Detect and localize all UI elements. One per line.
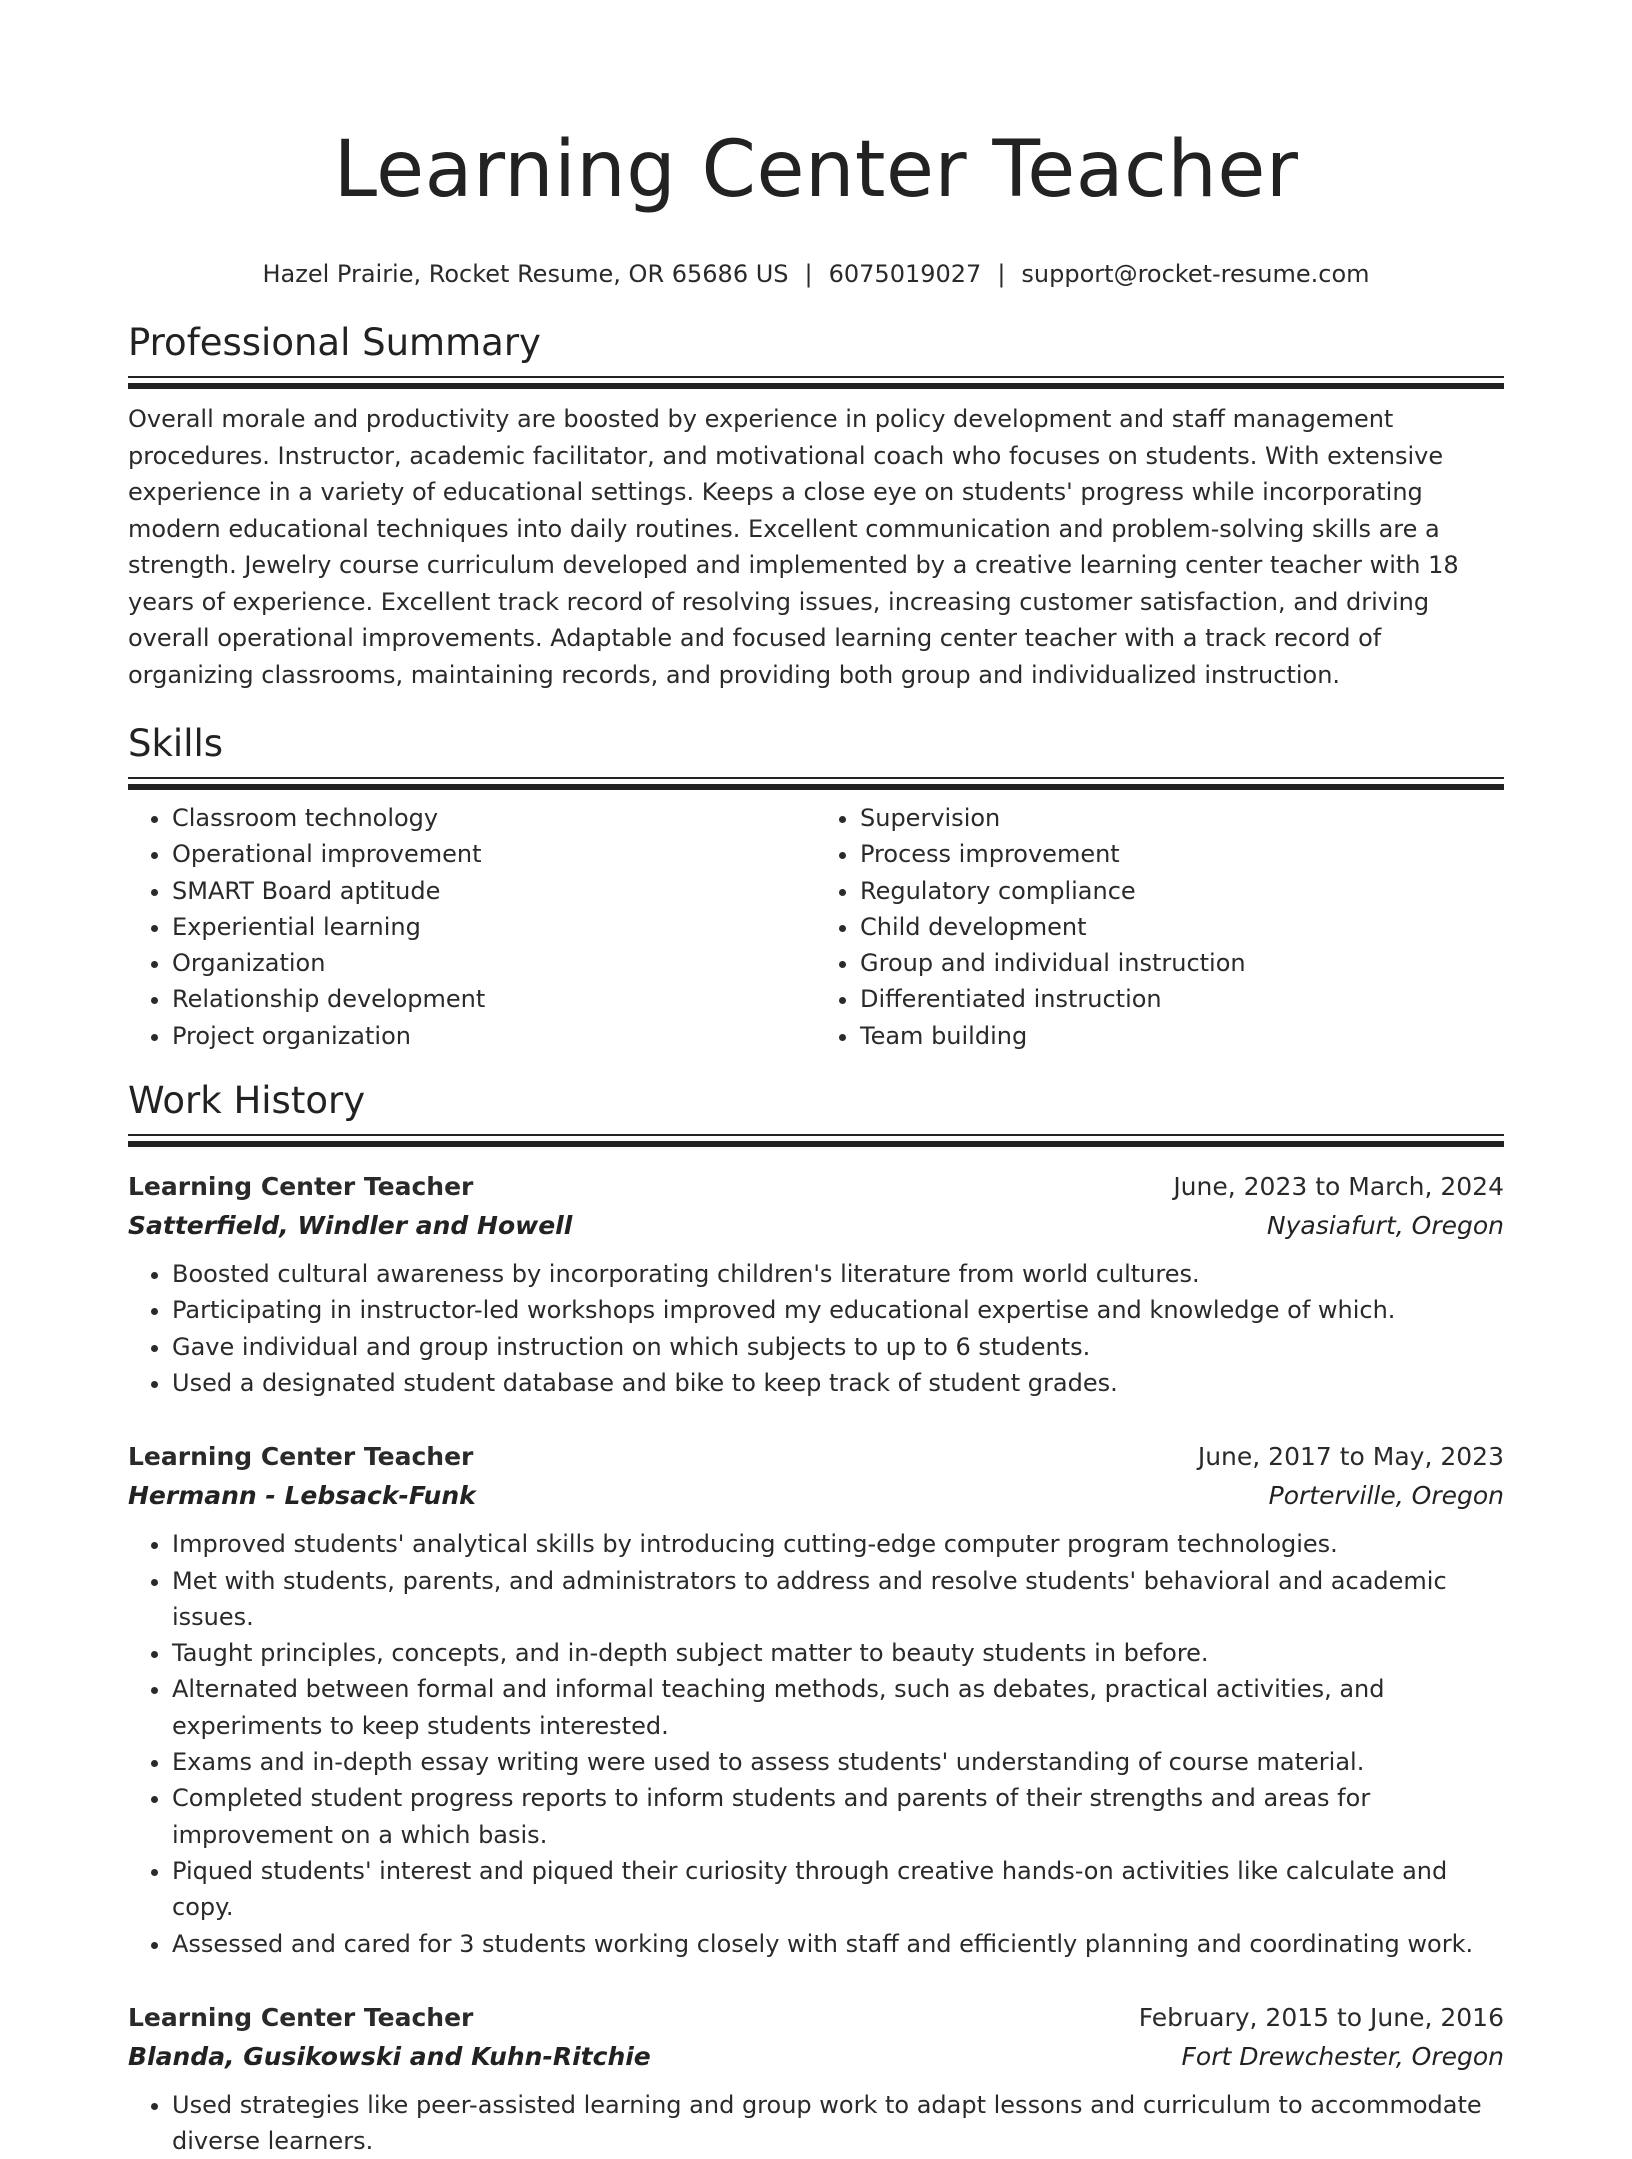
job-company: Hermann - Lebsack-Funk — [128, 1481, 476, 1511]
skill-item: • Differentiated instruction — [860, 981, 1504, 1017]
job-company: Satterfield, Windler and Howell — [128, 1211, 573, 1241]
section-divider — [128, 1134, 1504, 1147]
job-company: Blanda, Gusikowski and Kuhn-Ritchie — [128, 2041, 651, 2071]
skill-item: • Team building — [860, 1018, 1504, 1054]
job-header — [128, 1167, 1504, 1206]
contact-separator: | — [997, 260, 1006, 288]
job-location: Nyasiafurt, Oregon — [1266, 1211, 1504, 1241]
skill-item: • Supervision — [860, 800, 1504, 836]
section-divider — [128, 376, 1504, 389]
job-title: Learning Center Teacher — [128, 2002, 474, 2032]
contact-address: Hazel Prairie, Rocket Resume, OR 65686 US — [262, 260, 789, 288]
job-entry — [128, 1167, 1504, 1401]
job-bullet: • Exams and in-depth essay writing were used to assess students' understanding of course material. — [172, 1744, 1504, 1780]
work-history-section — [128, 1078, 1504, 2159]
skills-list-left — [128, 800, 816, 1054]
job-dates: June, 2017 to May, 2023 — [1197, 1442, 1504, 1472]
job-bullet: • Completed student progress reports to inform students and parents of their strengths and areas for improvement on a which basis. — [172, 1780, 1504, 1853]
skill-item: • Project organization — [172, 1018, 816, 1054]
job-bullet: • Used a designated student database and bike to keep track of student grades. — [172, 1365, 1504, 1401]
section-title-skills: Skills — [128, 722, 224, 765]
skill-item: • Experiential learning — [172, 909, 816, 945]
job-bullet: • Assessed and cared for 3 students working closely with staff and efficiently planning and coordinating work. — [172, 1926, 1504, 1962]
job-bullet: • Participating in instructor-led workshops improved my educational expertise and knowledge of which. — [172, 1292, 1504, 1328]
job-location: Porterville, Oregon — [1268, 1481, 1504, 1511]
job-header — [128, 1998, 1504, 2037]
resume-title: Learning Center Teacher — [333, 125, 1299, 215]
summary-text: Overall morale and productivity are boosted by experience in policy development and staff management procedures. Instructor, academic facilitator, and motivational coach who focuses on students. With extensive experience in a variety of educational settings. Keeps a close eye on students' progress while incorporating modern educational techniques into daily routines. Excellent communication and problem-solving skills are a strength. Jewelry course curriculum developed and implemented by a creative learning center teacher with 18 years of experience. Excellent track record of resolving issues, increasing customer satisfaction, and driving overall operational improvements. Adaptable and focused learning center teacher with a track record of organizing classrooms, maintaining records, and providing both group and individualized instruction. — [128, 405, 1459, 689]
job-subheader — [128, 2037, 1504, 2077]
job-title: Learning Center Teacher — [128, 1442, 474, 1472]
job-entry — [128, 1998, 1504, 2159]
job-entry — [128, 1437, 1504, 1962]
job-bullet: • Improved students' analytical skills by introducing cutting-edge computer program technologies. — [172, 1526, 1504, 1562]
summary-section — [128, 320, 1504, 693]
job-bullet: • Boosted cultural awareness by incorporating children's literature from world cultures. — [172, 1256, 1504, 1292]
job-title: Learning Center Teacher — [128, 1172, 474, 1202]
skill-item: • Child development — [860, 909, 1504, 945]
section-title-summary: Professional Summary — [128, 321, 541, 364]
contact-separator: | — [804, 260, 813, 288]
section-title-work-history: Work History — [128, 1079, 366, 1123]
job-bullet: • Used strategies like peer-assisted learning and group work to adapt lessons and curriculum to accommodate diverse learners. — [172, 2087, 1504, 2159]
job-subheader — [128, 1206, 1504, 1246]
job-dates: June, 2023 to March, 2024 — [1173, 1172, 1504, 1202]
job-location: Fort Drewchester, Oregon — [1181, 2041, 1504, 2071]
job-header — [128, 1437, 1504, 1476]
skill-item: • Organization — [172, 945, 816, 981]
contact-email[interactable]: support@rocket-resume.com — [1021, 260, 1370, 288]
contact-phone: 6075019027 — [828, 260, 982, 288]
skills-list-right — [816, 800, 1504, 1054]
job-bullet: • Piqued students' interest and piqued their curiosity through creative hands-on activities like calculate and copy. — [172, 1853, 1504, 1926]
contact-line — [128, 258, 1504, 290]
job-bullets — [128, 2087, 1504, 2159]
skill-item: • Process improvement — [860, 836, 1504, 872]
job-bullet: • Gave individual and group instruction on which subjects to up to 6 students. — [172, 1329, 1504, 1365]
section-divider — [128, 777, 1504, 790]
job-dates: February, 2015 to June, 2016 — [1138, 2002, 1504, 2032]
job-bullets — [128, 1526, 1504, 1962]
job-bullet: • Taught principles, concepts, and in-depth subject matter to beauty students in before. — [172, 1635, 1504, 1671]
skill-item: • Group and individual instruction — [860, 945, 1504, 981]
skill-item: • Regulatory compliance — [860, 873, 1504, 909]
skill-item: • Classroom technology — [172, 800, 816, 836]
skill-item: • Operational improvement — [172, 836, 816, 872]
skill-item: • SMART Board aptitude — [172, 873, 816, 909]
job-subheader — [128, 1476, 1504, 1516]
job-bullets — [128, 1256, 1504, 1401]
job-bullet: • Met with students, parents, and administrators to address and resolve students' behavioral and academic issues. — [172, 1563, 1504, 1636]
skills-columns — [128, 800, 1504, 1054]
skill-item: • Relationship development — [172, 981, 816, 1017]
job-bullet: • Alternated between formal and informal teaching methods, such as debates, practical activities, and experiments to keep students interested. — [172, 1671, 1504, 1744]
skills-section — [128, 721, 1504, 1054]
